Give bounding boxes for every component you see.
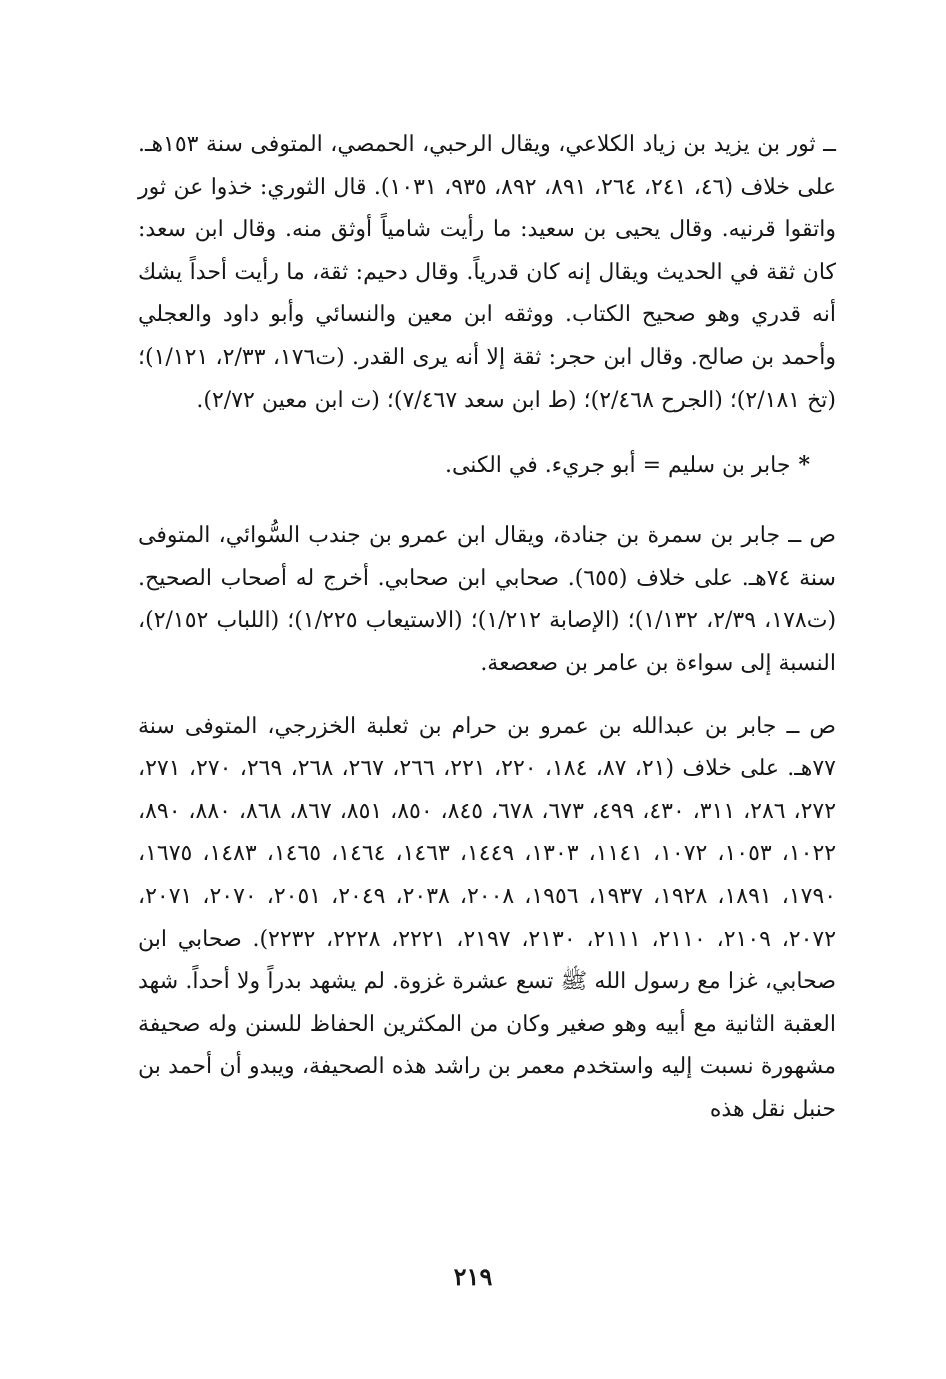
cross-reference-text: جابر بن سليم = أبو جريء. في الكنى. xyxy=(444,453,791,479)
asterisk-marker: * xyxy=(798,452,810,479)
spacer xyxy=(138,422,836,444)
entry-jabir-ibn-samura: ص ــ جابر بن سمرة بن جنادة، ويقال ابن عمرو بن جندب السُّوائي، المتوفى سنة ٧٤هـ. على خلاف (٦٥٥). صحابي ابن صحابي. أخرج له أصحاب الصحيح. (ت١٧٨، ٢/٣٩، ١/١٣٢)؛ (الإصابة ١/٢١٢)؛ (الاستيعاب ١/٢٢٥)؛ (اللباب ٢/١٥٢)، النسبة إلى سواءة بن عامر بن صعصعة. xyxy=(138,523,837,676)
entry-thawr-ibn-yazid: ــ ثور بن يزيد بن زياد الكلاعي، ويقال الرحبي، الحمصي، المتوفى سنة ١٥٣هـ. على خلاف (٤٦، ٢٤١، ٢٦٤، ٨٩١، ٨٩٢، ٩٣٥، ١٠٣١). قال الثوري: خذوا عن ثور واتقوا قرنيه. وقال يحيى بن سعيد: ما رأيت شامياً أوثق منه. وقال ابن سعد: كان ثقة في الحديث ويقال إنه كان قدرياً. وقال دحيم: ثقة، ما رأيت أحداً يشك أنه قدري وهو صحيح الكتاب. ووثقه ابن معين والنسائي وأبو داود والعجلي وأحمد بن صالح. وقال ابن حجر: ثقة إلا أنه يرى القدر. (ت١٧٦، ٢/٣٣، ١/١٢١)؛ (تخ ٢/١٨١)؛ (الجرح ٢/٤٦٨)؛ (ط ابن سعد ٧/٤٦٧)؛ (ت ابن معين ٢/٧٢). xyxy=(138,132,837,413)
cross-reference-jabir-ibn-sulaym xyxy=(138,444,836,487)
spacer xyxy=(138,487,836,515)
entry-jabir-ibn-abdullah: ص ــ جابر بن عبدالله بن عمرو بن حرام بن ثعلبة الخزرجي، المتوفى سنة ٧٧هـ. على خلاف (٢١، ٨٧، ١٨٤، ٢٢٠، ٢٢١، ٢٦٦، ٢٦٧، ٢٦٨، ٢٦٩، ٢٧٠، ٢٧١، ٢٧٢، ٢٨٦، ٣١١، ٤٣٠، ٤٩٩، ٦٧٣، ٦٧٨، ٨٤٥، ٨٥٠، ٨٥١، ٨٦٧، ٨٦٨، ٨٨٠، ٨٩٠، ١٠٢٢، ١٠٥٣، ١٠٧٢، ١١٤١، ١٣٠٣، ١٤٤٩، ١٤٦٣، ١٤٦٤، ١٤٦٥، ١٤٨٣، ١٦٧٥، ١٧٩٠، ١٨٩١، ١٩٢٨، ١٩٣٧، ١٩٥٦، ٢٠٠٨، ٢٠٣٨، ٢٠٤٩، ٢٠٥١، ٢٠٧٠، ٢٠٧١، ٢٠٧٢، ٢١٠٩، ٢١١٠، ٢١١١، ٢١٣٠، ٢١٩٧، ٢٢٢١، ٢٢٢٨، ٢٢٣٢). صحابي ابن صحابي، غزا مع رسول الله ﷺ تسع عشرة غزوة. لم يشهد بدراً ولا أحداً. شهد العقبة الثانية مع أبيه وهو صغير وكان من المكثرين الحفاظ للسنن وله صحيفة مشهورة نسبت إليه واستخدم معمر بن راشد هذه الصحيفة، ويبدو أن أحمد بن حنبل نقل هذه xyxy=(138,713,837,1122)
page-body xyxy=(138,124,836,1131)
spacer xyxy=(138,686,836,706)
page-number: ٢١٩ xyxy=(453,1262,493,1291)
